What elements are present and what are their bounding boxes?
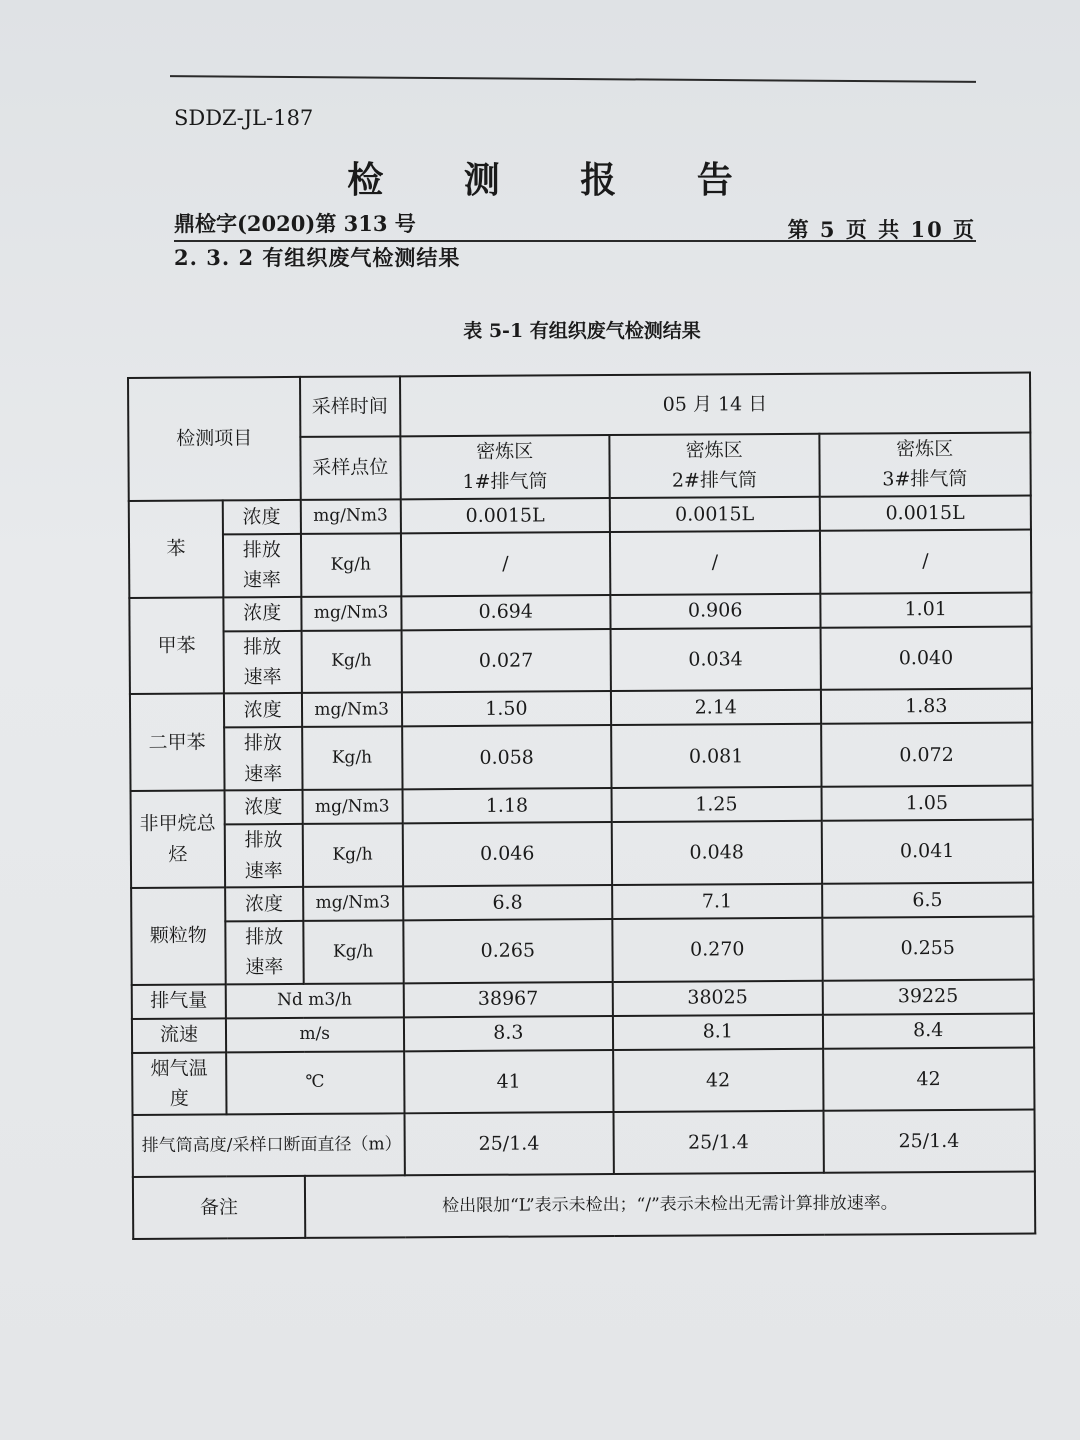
pollutant-name: 甲苯 (129, 597, 223, 694)
sampling-point-1: 密炼区 1#排气筒 (400, 435, 610, 499)
conc-value: 7.1 (612, 884, 822, 919)
pollutant-name: 苯 (129, 500, 223, 597)
rate-value: 0.027 (401, 629, 611, 693)
table-row (130, 689, 1032, 729)
conc-value: 6.5 (822, 882, 1034, 917)
table-row (132, 1013, 1034, 1053)
table-row (130, 626, 1032, 694)
param-value: 8.1 (613, 1014, 823, 1049)
param-value: 38967 (403, 982, 613, 1017)
param-unit: ℃ (226, 1051, 404, 1115)
rate-value: 0.048 (612, 821, 822, 885)
conc-value: 1.05 (821, 786, 1033, 821)
param-label: 排气量 (132, 984, 226, 1019)
rate-unit: Kg/h (301, 630, 401, 693)
param-unit: m/s (226, 1017, 404, 1052)
conc-label: 浓度 (224, 693, 302, 727)
rate-label: 排放速率 (223, 631, 301, 694)
conc-value: 0.906 (610, 593, 820, 628)
table-row (129, 592, 1031, 632)
table-row (133, 1110, 1035, 1178)
rate-value: 0.072 (821, 723, 1033, 787)
header-rule (170, 75, 976, 83)
sampling-point-3: 密炼区 3#排气筒 (819, 432, 1031, 496)
param-value: 8.3 (403, 1016, 613, 1051)
rate-value: / (401, 532, 611, 596)
conc-label: 浓度 (223, 500, 301, 534)
rate-value: 0.034 (611, 627, 821, 691)
rate-value: 0.081 (611, 724, 821, 788)
conc-unit: mg/Nm3 (300, 499, 400, 534)
conc-label: 浓度 (223, 597, 301, 631)
param-value: 8.4 (822, 1013, 1034, 1048)
pollutant-name: 非甲烷总烃 (131, 791, 225, 888)
rate-label: 排放速率 (224, 727, 302, 790)
rate-unit: Kg/h (302, 727, 402, 790)
pollutant-name: 二甲苯 (130, 694, 224, 791)
param-value: 42 (823, 1047, 1035, 1111)
conc-label: 浓度 (225, 887, 303, 921)
rate-value: 0.265 (403, 919, 613, 983)
conc-value: 1.50 (402, 691, 612, 726)
rate-unit: Kg/h (302, 823, 402, 886)
sampling-time-label: 采样时间 (300, 376, 400, 437)
results-table (127, 371, 1036, 1240)
table-row (131, 916, 1033, 984)
item-header: 检测项目 (128, 377, 300, 501)
param-value: 42 (613, 1048, 823, 1112)
stack-value: 25/1.4 (404, 1113, 614, 1176)
sampling-time: 05 月 14 日 (400, 372, 1031, 436)
conc-unit: mg/Nm3 (303, 886, 403, 921)
table-row (131, 786, 1033, 826)
results-table-body (128, 372, 1035, 1239)
doc-id: SDDZ-JL-187 (174, 106, 314, 130)
section-heading: 2. 3. 2 有组织废气检测结果 (174, 245, 461, 270)
header-row-time (128, 372, 1030, 438)
param-label: 流速 (132, 1018, 226, 1053)
param-value: 39225 (822, 979, 1034, 1014)
stack-label: 排气筒高度/采样口断面直径（m） (133, 1114, 405, 1178)
table-row (132, 1047, 1034, 1115)
report-title: 检 测 报 告 (347, 159, 767, 201)
rate-unit: Kg/h (301, 533, 401, 596)
conc-value: 6.8 (403, 885, 613, 920)
conc-value: 1.25 (612, 787, 822, 822)
conc-unit: mg/Nm3 (301, 596, 401, 631)
rate-value: 0.058 (402, 725, 612, 789)
param-unit: Nd m3/h (226, 983, 404, 1018)
conc-value: 1.01 (820, 592, 1032, 627)
rate-value: / (819, 529, 1031, 593)
page-info: 第 5 页 共 10 页 (787, 217, 976, 242)
conc-unit: mg/Nm3 (302, 789, 402, 824)
conc-value: 0.0015L (400, 498, 610, 533)
table-row (129, 495, 1031, 535)
table-row (131, 882, 1033, 922)
rate-value: / (610, 531, 820, 595)
rate-value: 0.040 (820, 626, 1032, 690)
rate-label: 排放速率 (225, 921, 303, 984)
conc-label: 浓度 (224, 790, 302, 824)
conc-value: 0.0015L (610, 497, 820, 532)
conc-value: 0.694 (401, 595, 611, 630)
note-text: 检出限加“L”表示未检出；“/”表示未检出无需计算排放速率。 (305, 1172, 1036, 1238)
conc-value: 1.18 (402, 788, 612, 823)
sampling-point-label: 采样点位 (300, 436, 400, 499)
param-label: 烟气温度 (132, 1052, 226, 1115)
table-row (132, 979, 1034, 1019)
table-caption: 表 5-1 有组织废气检测结果 (463, 320, 701, 342)
conc-value: 1.83 (820, 689, 1032, 724)
rate-label: 排放速率 (223, 534, 301, 597)
rate-value: 0.270 (612, 918, 822, 982)
param-value: 38025 (613, 980, 823, 1015)
rate-value: 0.041 (821, 820, 1033, 884)
ref-line (174, 206, 976, 242)
rate-label: 排放速率 (225, 824, 303, 887)
report-number: 鼎检字(2020)第 313 号 (174, 211, 416, 236)
rate-value: 0.046 (402, 822, 612, 886)
param-value: 41 (404, 1050, 614, 1114)
conc-value: 2.14 (611, 690, 821, 725)
sampling-point-2: 密炼区 2#排气筒 (609, 434, 819, 498)
table-row (129, 529, 1031, 597)
rate-unit: Kg/h (303, 920, 403, 983)
stack-value: 25/1.4 (823, 1110, 1035, 1173)
pollutant-name: 颗粒物 (131, 887, 225, 984)
table-row (130, 723, 1032, 791)
table-row (133, 1172, 1035, 1240)
conc-unit: mg/Nm3 (302, 693, 402, 728)
conc-value: 0.0015L (819, 495, 1031, 530)
stack-value: 25/1.4 (614, 1111, 824, 1174)
table-row (131, 820, 1033, 888)
note-label: 备注 (133, 1176, 305, 1239)
rate-value: 0.255 (822, 916, 1034, 980)
